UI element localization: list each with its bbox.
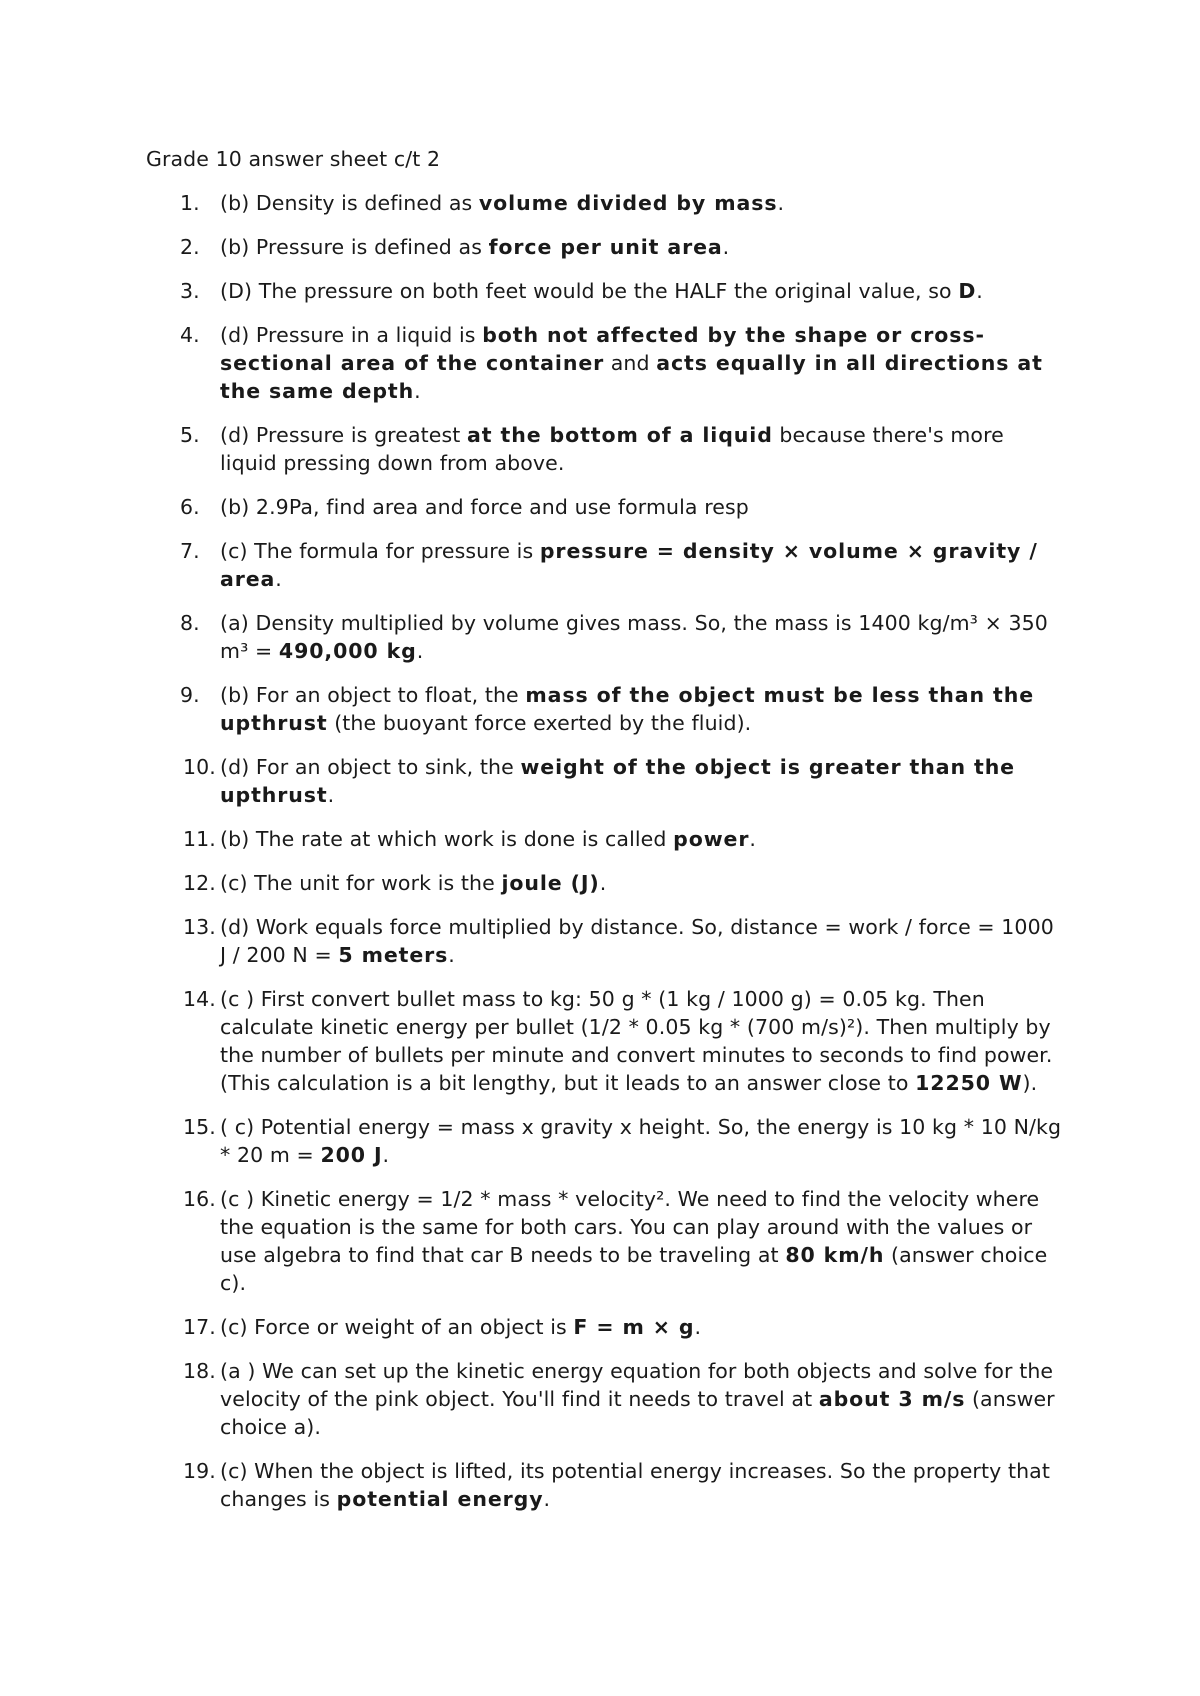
answer-text: (answer choice c). bbox=[220, 1243, 1048, 1295]
answer-item bbox=[146, 869, 1066, 897]
answer-text: . bbox=[416, 639, 424, 663]
answer-text: . bbox=[976, 279, 983, 303]
answer-item bbox=[146, 537, 1066, 593]
answer-text: (c) The formula for pressure is bbox=[220, 539, 540, 563]
answer-key-phrase: weight of the object is greater than the upthrust bbox=[220, 755, 1015, 807]
answer-text: (d) For an object to sink, the bbox=[220, 755, 521, 779]
answer-text: (d) Pressure is greatest bbox=[220, 423, 468, 447]
answer-number: 19. bbox=[183, 1459, 216, 1483]
answer-text: ( c) Potential energy = mass x gravity x height. So, the energy is 10 kg * 10 N/kg * 20 m = bbox=[220, 1115, 1062, 1167]
answer-item bbox=[146, 1113, 1066, 1169]
answer-number: 10. bbox=[183, 755, 216, 779]
answer-item bbox=[146, 1357, 1066, 1441]
answer-key-phrase: potential energy bbox=[336, 1487, 544, 1511]
answer-item bbox=[146, 1313, 1066, 1341]
answer-text: (answer choice a). bbox=[220, 1387, 1055, 1439]
answer-text: (b) Density is defined as bbox=[220, 191, 479, 215]
answer-number: 17. bbox=[183, 1315, 216, 1339]
answer-number: 16. bbox=[183, 1187, 216, 1211]
answer-item bbox=[146, 189, 1066, 217]
answer-text: (c ) Kinetic energy = 1/2 * mass * velocity². We need to find the velocity where the equation is the same for both cars. You can play around with the values or use algebra to find that car B needs to be traveling at bbox=[220, 1187, 1040, 1267]
answer-text: and bbox=[604, 351, 657, 375]
answer-text: (c) Force or weight of an object is bbox=[220, 1315, 574, 1339]
answer-number: 12. bbox=[183, 871, 216, 895]
answer-text: (D) The pressure on both feet would be the HALF the original value, so bbox=[220, 279, 959, 303]
answer-text: because there's more liquid pressing down from above. bbox=[220, 423, 1004, 475]
answer-text: (the buoyant force exerted by the fluid). bbox=[327, 711, 752, 735]
answer-key-phrase: 80 km/h bbox=[785, 1243, 885, 1267]
answer-key-phrase: power bbox=[673, 827, 750, 851]
answer-text: (c) When the object is lifted, its potential energy increases. So the property that changes is bbox=[220, 1459, 1050, 1511]
answer-key-phrase: at the bottom of a liquid bbox=[467, 423, 773, 447]
answer-text: (d) Pressure in a liquid is bbox=[220, 323, 483, 347]
answer-item bbox=[146, 913, 1066, 969]
answer-text: . bbox=[327, 783, 335, 807]
answer-key-phrase: about 3 m/s bbox=[818, 1387, 966, 1411]
answer-number: 15. bbox=[183, 1115, 216, 1139]
answer-text: . bbox=[599, 871, 607, 895]
answer-text: (b) The rate at which work is done is called bbox=[220, 827, 674, 851]
answer-number: 2. bbox=[180, 235, 200, 259]
answer-text: . bbox=[414, 379, 421, 403]
answer-text: . bbox=[722, 235, 730, 259]
answer-key-phrase: 12250 W bbox=[915, 1071, 1023, 1095]
answer-item bbox=[146, 609, 1066, 665]
answer-number: 13. bbox=[183, 915, 216, 939]
answer-key-phrase: mass of the object must be less than the upthrust bbox=[220, 683, 1034, 735]
answer-number: 7. bbox=[180, 539, 200, 563]
answer-item bbox=[146, 825, 1066, 853]
answer-text: . bbox=[694, 1315, 702, 1339]
answer-text: (c ) First convert bullet mass to kg: 50 g * (1 kg / 1000 g) = 0.05 kg. Then calculate kinetic energy per bullet (1/2 * 0.05 kg * (700 m/s)²). Then multiply by the number of bullets per minute and convert minutes to seconds to find power. (This calculation is a bit lengthy, but it leads to an answer close to bbox=[220, 987, 1053, 1095]
answer-item bbox=[146, 233, 1066, 261]
answer-number: 6. bbox=[180, 495, 200, 519]
document-title: Grade 10 answer sheet c/t 2 bbox=[146, 147, 441, 171]
answer-text: . bbox=[275, 567, 282, 591]
answer-text: (d) Work equals force multiplied by distance. So, distance = work / force = 1000 J / 200 N = bbox=[220, 915, 1054, 967]
answer-text: (b) For an object to float, the bbox=[220, 683, 526, 707]
answer-text: . bbox=[543, 1487, 551, 1511]
answer-key-phrase: joule (J) bbox=[501, 871, 600, 895]
answer-key-phrase: acts equally in all directions at the same depth bbox=[220, 351, 1043, 403]
answer-number: 8. bbox=[180, 611, 200, 635]
answer-text: . bbox=[777, 191, 785, 215]
answer-key-phrase: 5 meters bbox=[338, 943, 449, 967]
answer-item bbox=[146, 493, 1066, 521]
answer-number: 11. bbox=[183, 827, 216, 851]
answer-number: 1. bbox=[180, 191, 200, 215]
answer-key-phrase: F = m × g bbox=[573, 1315, 695, 1339]
answer-item bbox=[146, 681, 1066, 737]
answer-key-phrase: pressure = density × volume × gravity / area bbox=[220, 539, 1038, 591]
answer-item bbox=[146, 985, 1066, 1097]
answer-number: 9. bbox=[180, 683, 200, 707]
answer-key-phrase: 200 J bbox=[320, 1143, 383, 1167]
answer-item bbox=[146, 321, 1066, 405]
answer-text: ). bbox=[1022, 1071, 1038, 1095]
answer-text: (c) The unit for work is the bbox=[220, 871, 502, 895]
answer-text: . bbox=[382, 1143, 390, 1167]
answer-number: 3. bbox=[180, 279, 200, 303]
answer-item bbox=[146, 753, 1066, 809]
answer-item bbox=[146, 277, 1066, 305]
answer-number: 5. bbox=[180, 423, 200, 447]
answer-text: (a) Density multiplied by volume gives mass. So, the mass is 1400 kg/m³ × 350 m³ = bbox=[220, 611, 1048, 663]
answer-key-phrase: force per unit area bbox=[488, 235, 723, 259]
answer-text: (a ) We can set up the kinetic energy equation for both objects and solve for the velocity of the pink object. You'll find it needs to travel at bbox=[220, 1359, 1054, 1411]
answer-list bbox=[146, 189, 1066, 1529]
answer-number: 18. bbox=[183, 1359, 216, 1383]
answer-number: 4. bbox=[180, 323, 200, 347]
answer-text: . bbox=[749, 827, 756, 851]
answer-number: 14. bbox=[183, 987, 216, 1011]
answer-text: (b) 2.9Pa, find area and force and use formula resp bbox=[220, 495, 749, 519]
answer-key-phrase: D bbox=[958, 279, 977, 303]
answer-key-phrase: volume divided by mass bbox=[478, 191, 778, 215]
answer-item bbox=[146, 1457, 1066, 1513]
answer-item bbox=[146, 421, 1066, 477]
answer-item bbox=[146, 1185, 1066, 1297]
answer-text: . bbox=[448, 943, 455, 967]
answer-key-phrase: both not affected by the shape or cross-sectional area of the container bbox=[220, 323, 985, 375]
answer-key-phrase: 490,000 kg bbox=[278, 639, 417, 663]
answer-text: (b) Pressure is defined as bbox=[220, 235, 489, 259]
